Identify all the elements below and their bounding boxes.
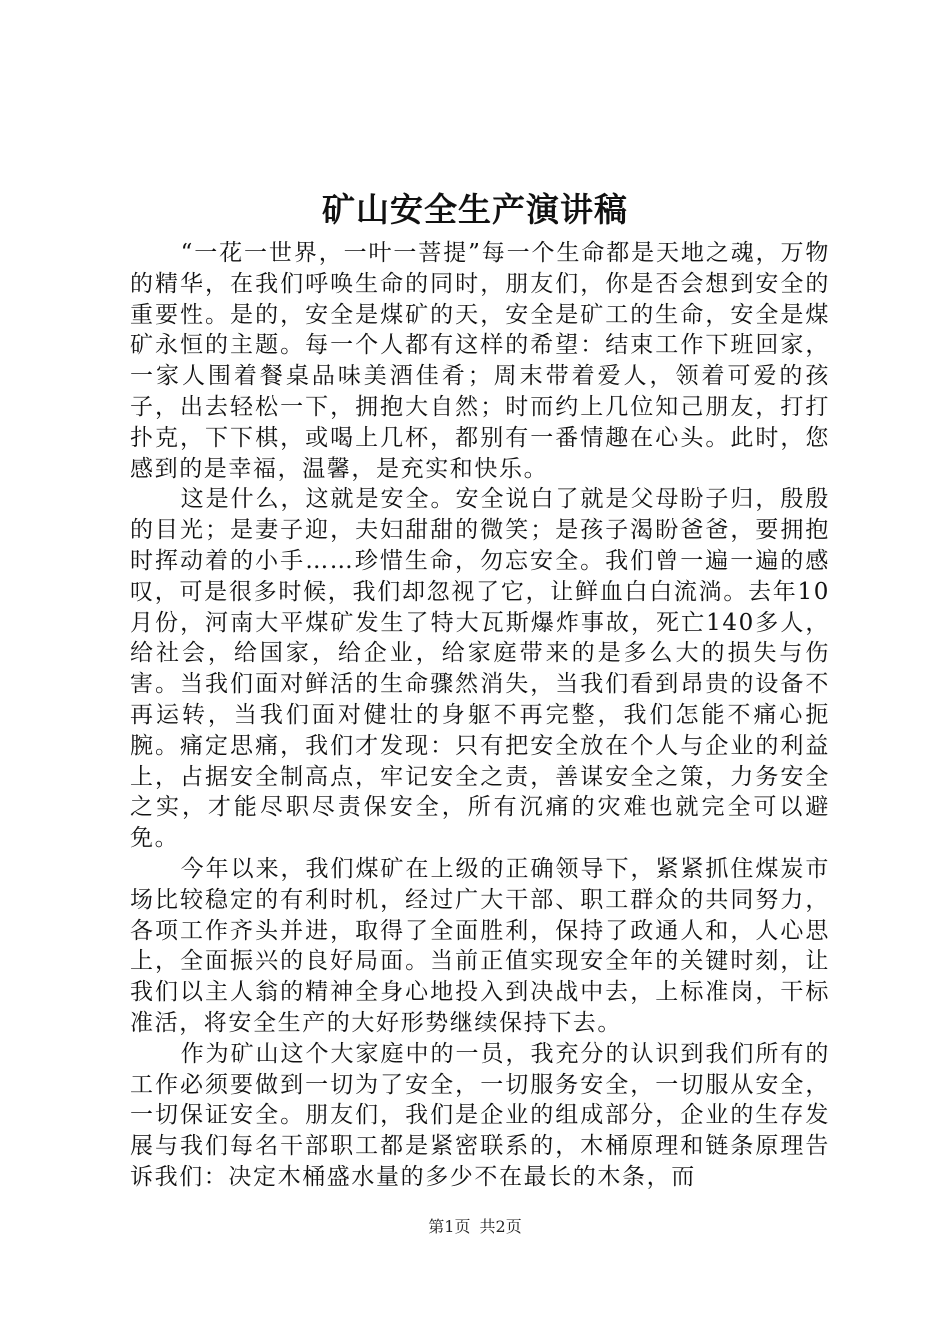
page-footer xyxy=(0,1216,950,1238)
document-title: 矿山安全生产演讲稿 xyxy=(322,190,628,229)
paragraph-2: 这是什么，这就是安全。安全说白了就是父母盼子归，殷殷的目光；是妻子迎，夫妇甜甜的微笑；是孩子渴盼爸爸，要拥抱时挥动着的小手……珍惜生命，勿忘安全。我们曾一遍一遍的感叹，可是很多时候，我们却忽视了它，让鲜血白白流淌。去年10月份，河南大平煤矿发生了特大瓦斯爆炸事故，死亡140多人，给社会，给国家，给企业，给家庭带来的是多么大的损失与伤害。当我们面对鲜活的生命骤然消失，当我们看到昂贵的设备不再运转，当我们面对健壮的身躯不再完整，我们怎能不痛心扼腕。痛定思痛，我们才发现：只有把安全放在个人与企业的利益上，占据安全制高点，牢记安全之责，善谋安全之策，力务安全之实，才能尽职尽责保安全，所有沉痛的灾难也就完全可以避免。 xyxy=(130,486,830,852)
paragraph-1: “一花一世界，一叶一菩提”每一个生命都是天地之魂，万物的精华，在我们呼唤生命的同时，朋友们，你是否会想到安全的重要性。是的，安全是煤矿的天，安全是矿工的生命，安全是煤矿永恒的主题。每一个人都有这样的希望：结束工作下班回家，一家人围着餐桌品味美酒佳肴；周末带着爱人，领着可爱的孩子，出去轻松一下，拥抱大自然；时而约上几位知己朋友，打打扑克，下下棋，或喝上几杯，都别有一番情趣在心头。此时，您感到的是幸福，温馨，是充实和快乐。 xyxy=(130,240,830,482)
paragraph-3: 今年以来，我们煤矿在上级的正确领导下，紧紧抓住煤炭市场比较稳定的有利时机，经过广大干部、职工群众的共同努力，各项工作齐头并进，取得了全面胜利，保持了政通人和，人心思上，全面振兴的良好局面。当前正值实现安全年的关键时刻，让我们以主人翁的精神全身心地投入到决战中去，上标准岗，干标准活，将安全生产的大好形势继续保持下去。 xyxy=(130,855,830,1036)
paragraph-4: 作为矿山这个大家庭中的一员，我充分的认识到我们所有的工作必须要做到一切为了安全，一切服务安全，一切服从安全，一切保证安全。朋友们，我们是企业的组成部分，企业的生存发展与我们每名干部职工都是紧密联系的，木桶原理和链条原理告诉我们：决定木桶盛水量的多少不在最长的木条，而 xyxy=(130,1040,830,1190)
document-body xyxy=(130,238,830,1193)
page-number-current: 第1页 xyxy=(428,1217,471,1236)
page-number-total: 共2页 xyxy=(479,1217,522,1236)
